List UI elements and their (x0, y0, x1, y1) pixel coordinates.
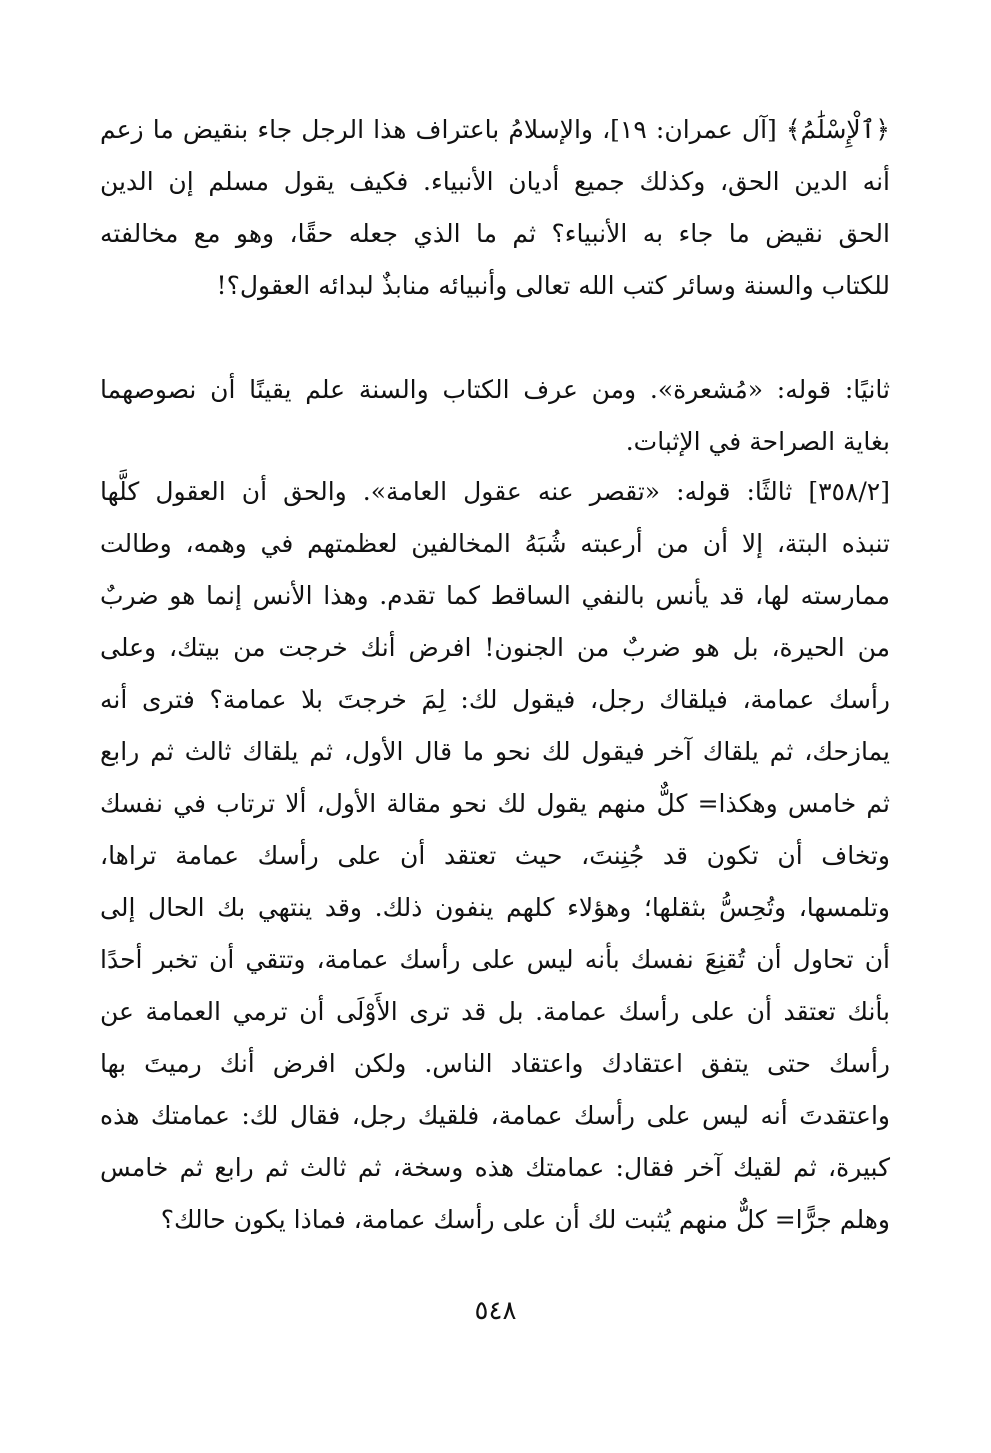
text-line: الحق نقيض ما جاء به الأنبياء؟ ثم ما الذي جعله حقًا، وهو مع مخالفته (100, 219, 890, 248)
text-line: رأسك عمامة، فيلقاك رجل، فيقول لك: لِمَ خرجتَ بلا عمامة؟ فترى أنه (100, 685, 890, 714)
text-line: ثانيًا: قوله: «مُشعرة». ومن عرف الكتاب والسنة علم يقينًا أن نصوصهما (100, 375, 890, 404)
text-line: وتلمسها، وتُحِسُّ بثقلها؛ وهؤلاء كلهم ينفون ذلك. وقد ينتهي بك الحال إلى (100, 893, 890, 922)
text-line: تنبذه البتة، إلا أن من أرعبته شُبَهُ المخالفين لعظمتهم في وهمه، وطالت (100, 529, 890, 558)
text-line: وتخاف أن تكون قد جُنِنتَ، حيث تعتقد أن على رأسك عمامة تراها، (100, 841, 890, 870)
text-line: ﴿ٱلْإِسْلَٰمُ﴾ [آل عمران: ١٩]، والإسلامُ باعتراف هذا الرجل جاء بنقيض ما زعم (100, 115, 890, 144)
text-line: ثم خامس وهكذا= كلٌّ منهم يقول لك نحو مقالة الأول، ألا ترتاب في نفسك (100, 789, 890, 818)
text-line: من الحيرة، بل هو ضربٌ من الجنون! افرض أنك خرجت من بيتك، وعلى (100, 633, 890, 662)
text-line: بأنك تعتقد أن على رأسك عمامة. بل قد ترى الأَوْلَى أن ترمي العمامة عن (100, 997, 890, 1026)
text-line: أن تحاول أن تُقنِعَ نفسك بأنه ليس على رأسك عمامة، وتتقي أن تخبر أحدًا (100, 945, 890, 974)
text-line: كبيرة، ثم لقيك آخر فقال: عمامتك هذه وسخة، ثم ثالث ثم رابع ثم خامس (100, 1153, 890, 1182)
text-line: بغاية الصراحة في الإثبات. (625, 427, 890, 456)
text-line: أنه الدين الحق، وكذلك جميع أديان الأنبياء. فكيف يقول مسلم إن الدين (100, 167, 890, 196)
paragraph-2 (100, 364, 890, 468)
text-line: للكتاب والسنة وسائر كتب الله تعالى وأنبيائه منابذٌ لبدائه العقول؟! (216, 271, 890, 300)
text-line: واعتقدتَ أنه ليس على رأسك عمامة، فلقيك رجل، فقال لك: عمامتك هذه (100, 1101, 890, 1130)
text-line: ممارسته لها، قد يأنس بالنفي الساقط كما تقدم. وهذا الأنس إنما هو ضربٌ (100, 581, 890, 610)
text-line: وهلم جرًّا= كلٌّ منهم يُثبت لك أن على رأسك عمامة، فماذا يكون حالك؟ (160, 1205, 890, 1234)
text-line: [٣٥٨/٢] ثالثًا: قوله: «تقصر عنه عقول العامة». والحق أن العقول كلَّها (100, 477, 890, 506)
text-line: يمازحك، ثم يلقاك آخر فيقول لك نحو ما قال الأول، ثم يلقاك ثالث ثم رابع (100, 737, 890, 766)
text-line: رأسك حتى يتفق اعتقادك واعتقاد الناس. ولكن افرض أنك رميتَ بها (100, 1049, 890, 1078)
page-number: ٥٤٨ (474, 1296, 517, 1326)
paragraph-3 (100, 466, 890, 1246)
paragraph-1 (100, 104, 890, 312)
